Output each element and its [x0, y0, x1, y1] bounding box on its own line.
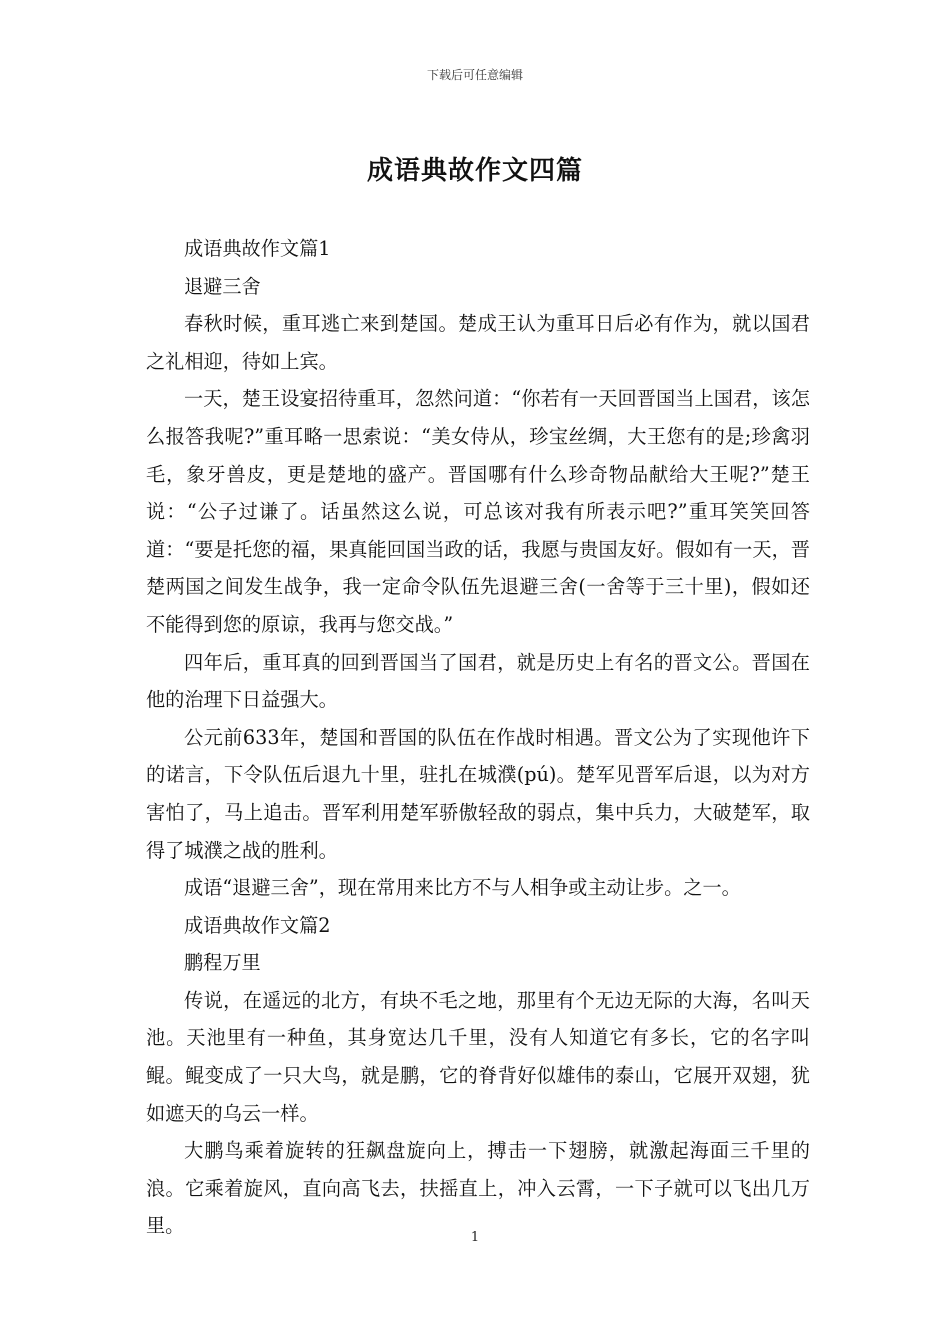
paragraph: 传说，在遥远的北方，有块不毛之地，那里有个无边无际的大海，名叫天池。天池里有一种鱼，其身宽达几千里，没有人知道它有多长，它的名字叫鲲。鲲变成了一只大鸟，就是鹏，它的脊背好似雄伟的泰山，它展开双翅，犹如遮天的乌云一样。	[146, 988, 810, 1125]
header-note: 下载后可任意编辑	[426, 68, 523, 82]
section-heading-2: 成语典故作文篇2	[184, 913, 331, 937]
paragraph: 成语“退避三舍”，现在常用来比方不与人相争或主动让步。之一。	[184, 876, 741, 900]
paragraph: 一天，楚王设宴招待重耳，忽然问道：“你若有一天回晋国当上国君，该怎么报答我呢?”重耳略一思索说：“美女侍从，珍宝丝绸，大王您有的是;珍禽羽毛，象牙兽皮，更是楚地的盛产。晋国哪有什么珍奇物品献给大王呢?”楚王说：“公子过谦了。话虽然这么说，可总该对我有所表示吧?”重耳笑笑回答道：“要是托您的福，果真能回国当政的话，我愿与贵国友好。假如有一天，晋楚两国之间发生战争，我一定命令队伍先退避三舍(一舍等于三十里)，假如还不能得到您的原谅，我再与您交战。”	[146, 387, 810, 636]
story-title-1: 退避三舍	[184, 274, 261, 298]
document-body	[146, 230, 810, 1245]
paragraph: 大鹏鸟乘着旋转的狂飙盘旋向上，搏击一下翅膀，就激起海面三千里的浪。它乘着旋风，直向高飞去，扶摇直上，冲入云霄，一下子就可以飞出几万里。	[146, 1139, 810, 1238]
page-number: 1	[470, 1230, 480, 1245]
paragraph: 公元前633年，楚国和晋国的队伍在作战时相遇。晋文公为了实现他许下的诺言，下令队伍后退九十里，驻扎在城濮(pú)。楚军见晋军后退，以为对方害怕了，马上追击。晋军利用楚军骄傲轻敌的弱点，集中兵力，大破楚军，取得了城濮之战的胜利。	[146, 725, 810, 862]
paragraph: 春秋时候，重耳逃亡来到楚国。楚成王认为重耳日后必有作为，就以国君之礼相迎，待如上宾。	[146, 312, 810, 373]
paragraph: 四年后，重耳真的回到晋国当了国君，就是历史上有名的晋文公。晋国在他的治理下日益强大。	[146, 650, 810, 712]
document-title: 成语典故作文四篇	[366, 156, 583, 186]
story-title-2: 鹏程万里	[184, 951, 261, 975]
section-heading-1: 成语典故作文篇1	[184, 237, 331, 260]
